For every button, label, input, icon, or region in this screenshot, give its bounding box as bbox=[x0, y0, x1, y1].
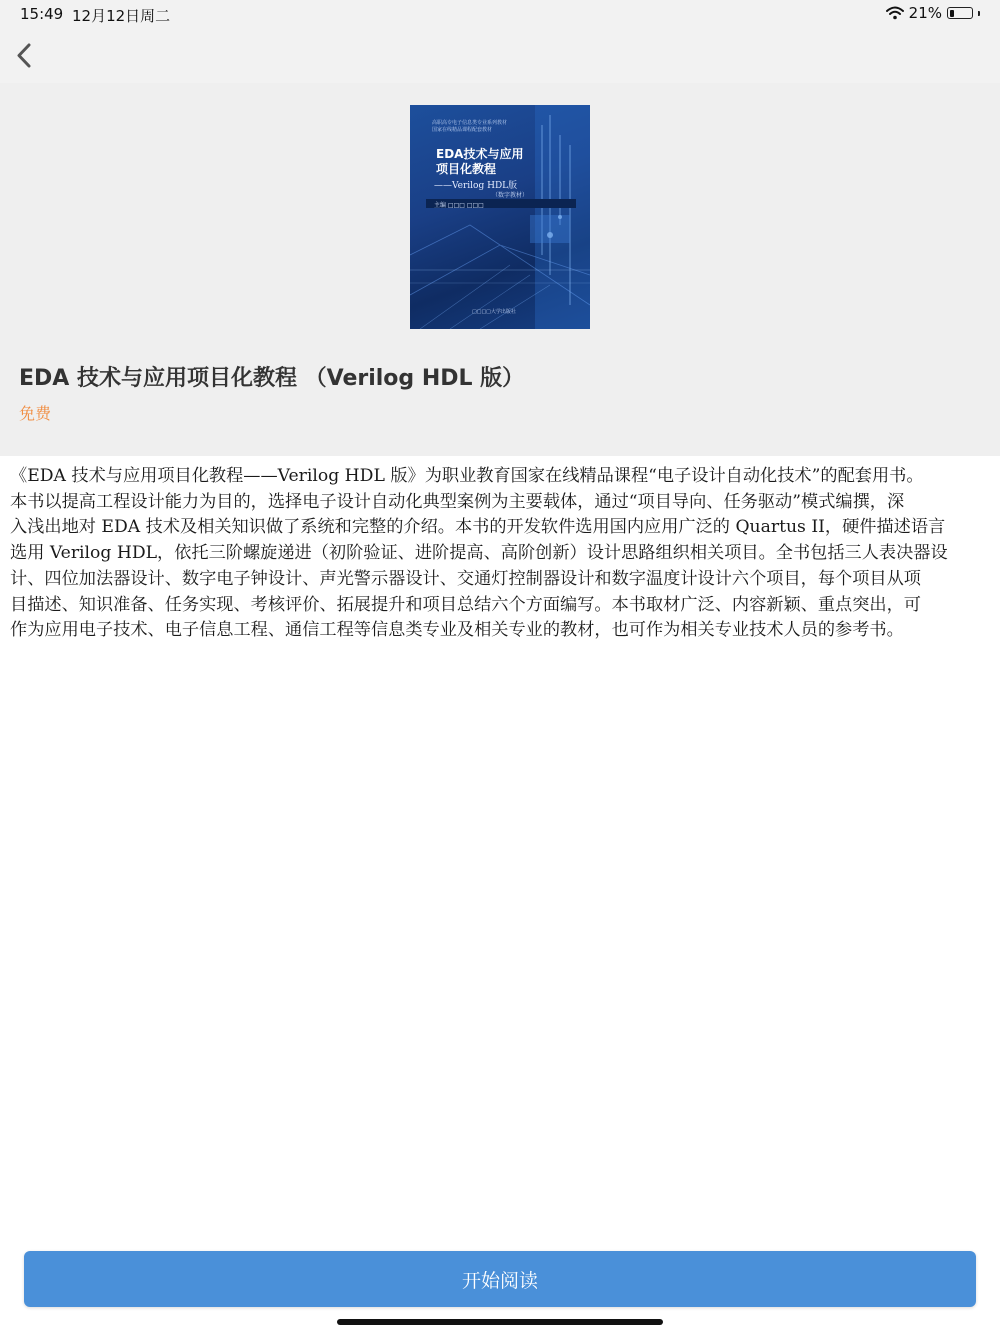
price-label: 免费 bbox=[19, 404, 52, 423]
battery-cap bbox=[978, 11, 980, 16]
cover-note: （数字教材） bbox=[492, 192, 529, 199]
status-bar bbox=[0, 0, 1000, 28]
back-button[interactable] bbox=[8, 36, 44, 76]
cover-subtitle: ——Verilog HDL版 bbox=[434, 181, 518, 191]
cover-title-line-1: EDA技术与应用 bbox=[436, 147, 524, 161]
circuit-art bbox=[410, 105, 590, 329]
cover-title-line-2: 项目化教程 bbox=[436, 162, 497, 176]
wifi-icon bbox=[886, 6, 904, 20]
book-title: EDA 技术与应用项目化教程 （Verilog HDL 版） bbox=[19, 366, 525, 391]
book-description: 《EDA 技术与应用项目化教程——Verilog HDL 版》为职业教育国家在线精品课程“电子设计自动化技术”的配套用书。 本书以提高工程设计能力为目的，选择电子设计自动化典型案例为主要载体，通过“项目导向、任务驱动”模式编撰，深 入浅出地对 EDA 技术及相关知识做了系统和完整的介绍。本书的开发软件选用国内应用广泛的 Quartus II，硬件描述语言 选用 Verilog HDL，依托三阶螺旋递进（初阶验证、进阶提高、高阶创新）设计思路组织相关项目。全书包括三人表决器设 计、四位加法器设计、数字电子钟设计、声光警示器设计、交通灯控制器设计和数字温度计设计六个项目，每个项目从项 目描述、知识准备、任务实现、考核评价、拓展提升和项目总结六个方面编写。本书取材广泛、内容新颖、重点突出，可 作为应用电子技术、电子信息工程、通信工程等信息类专业及相关专业的教材，也可作为相关专业技术人员的参考书。 bbox=[10, 466, 948, 641]
chevron-left-icon bbox=[8, 36, 44, 76]
cover-title bbox=[436, 147, 523, 177]
cover-series-line-1: 高职高专电子信息类专业系列教材 bbox=[432, 120, 508, 126]
start-reading-button[interactable]: 开始阅读 bbox=[24, 1251, 976, 1307]
battery-icon bbox=[947, 7, 973, 19]
nav-bar bbox=[0, 28, 1000, 83]
book-header bbox=[0, 83, 1000, 456]
home-indicator[interactable] bbox=[337, 1319, 663, 1325]
cover-publisher: □□□□大学出版社 bbox=[472, 309, 516, 315]
battery-level bbox=[950, 10, 954, 17]
status-time: 15:49 bbox=[20, 5, 64, 23]
book-cover bbox=[410, 105, 590, 329]
cover-author: 主编 □□□ □□□ bbox=[434, 202, 484, 209]
cover-series-line-2: 国家在线精品课程配套教材 bbox=[432, 127, 493, 133]
battery-percent: 21% bbox=[908, 4, 942, 22]
status-date: 12月12日周二 bbox=[72, 7, 171, 25]
status-indicators bbox=[886, 4, 980, 22]
